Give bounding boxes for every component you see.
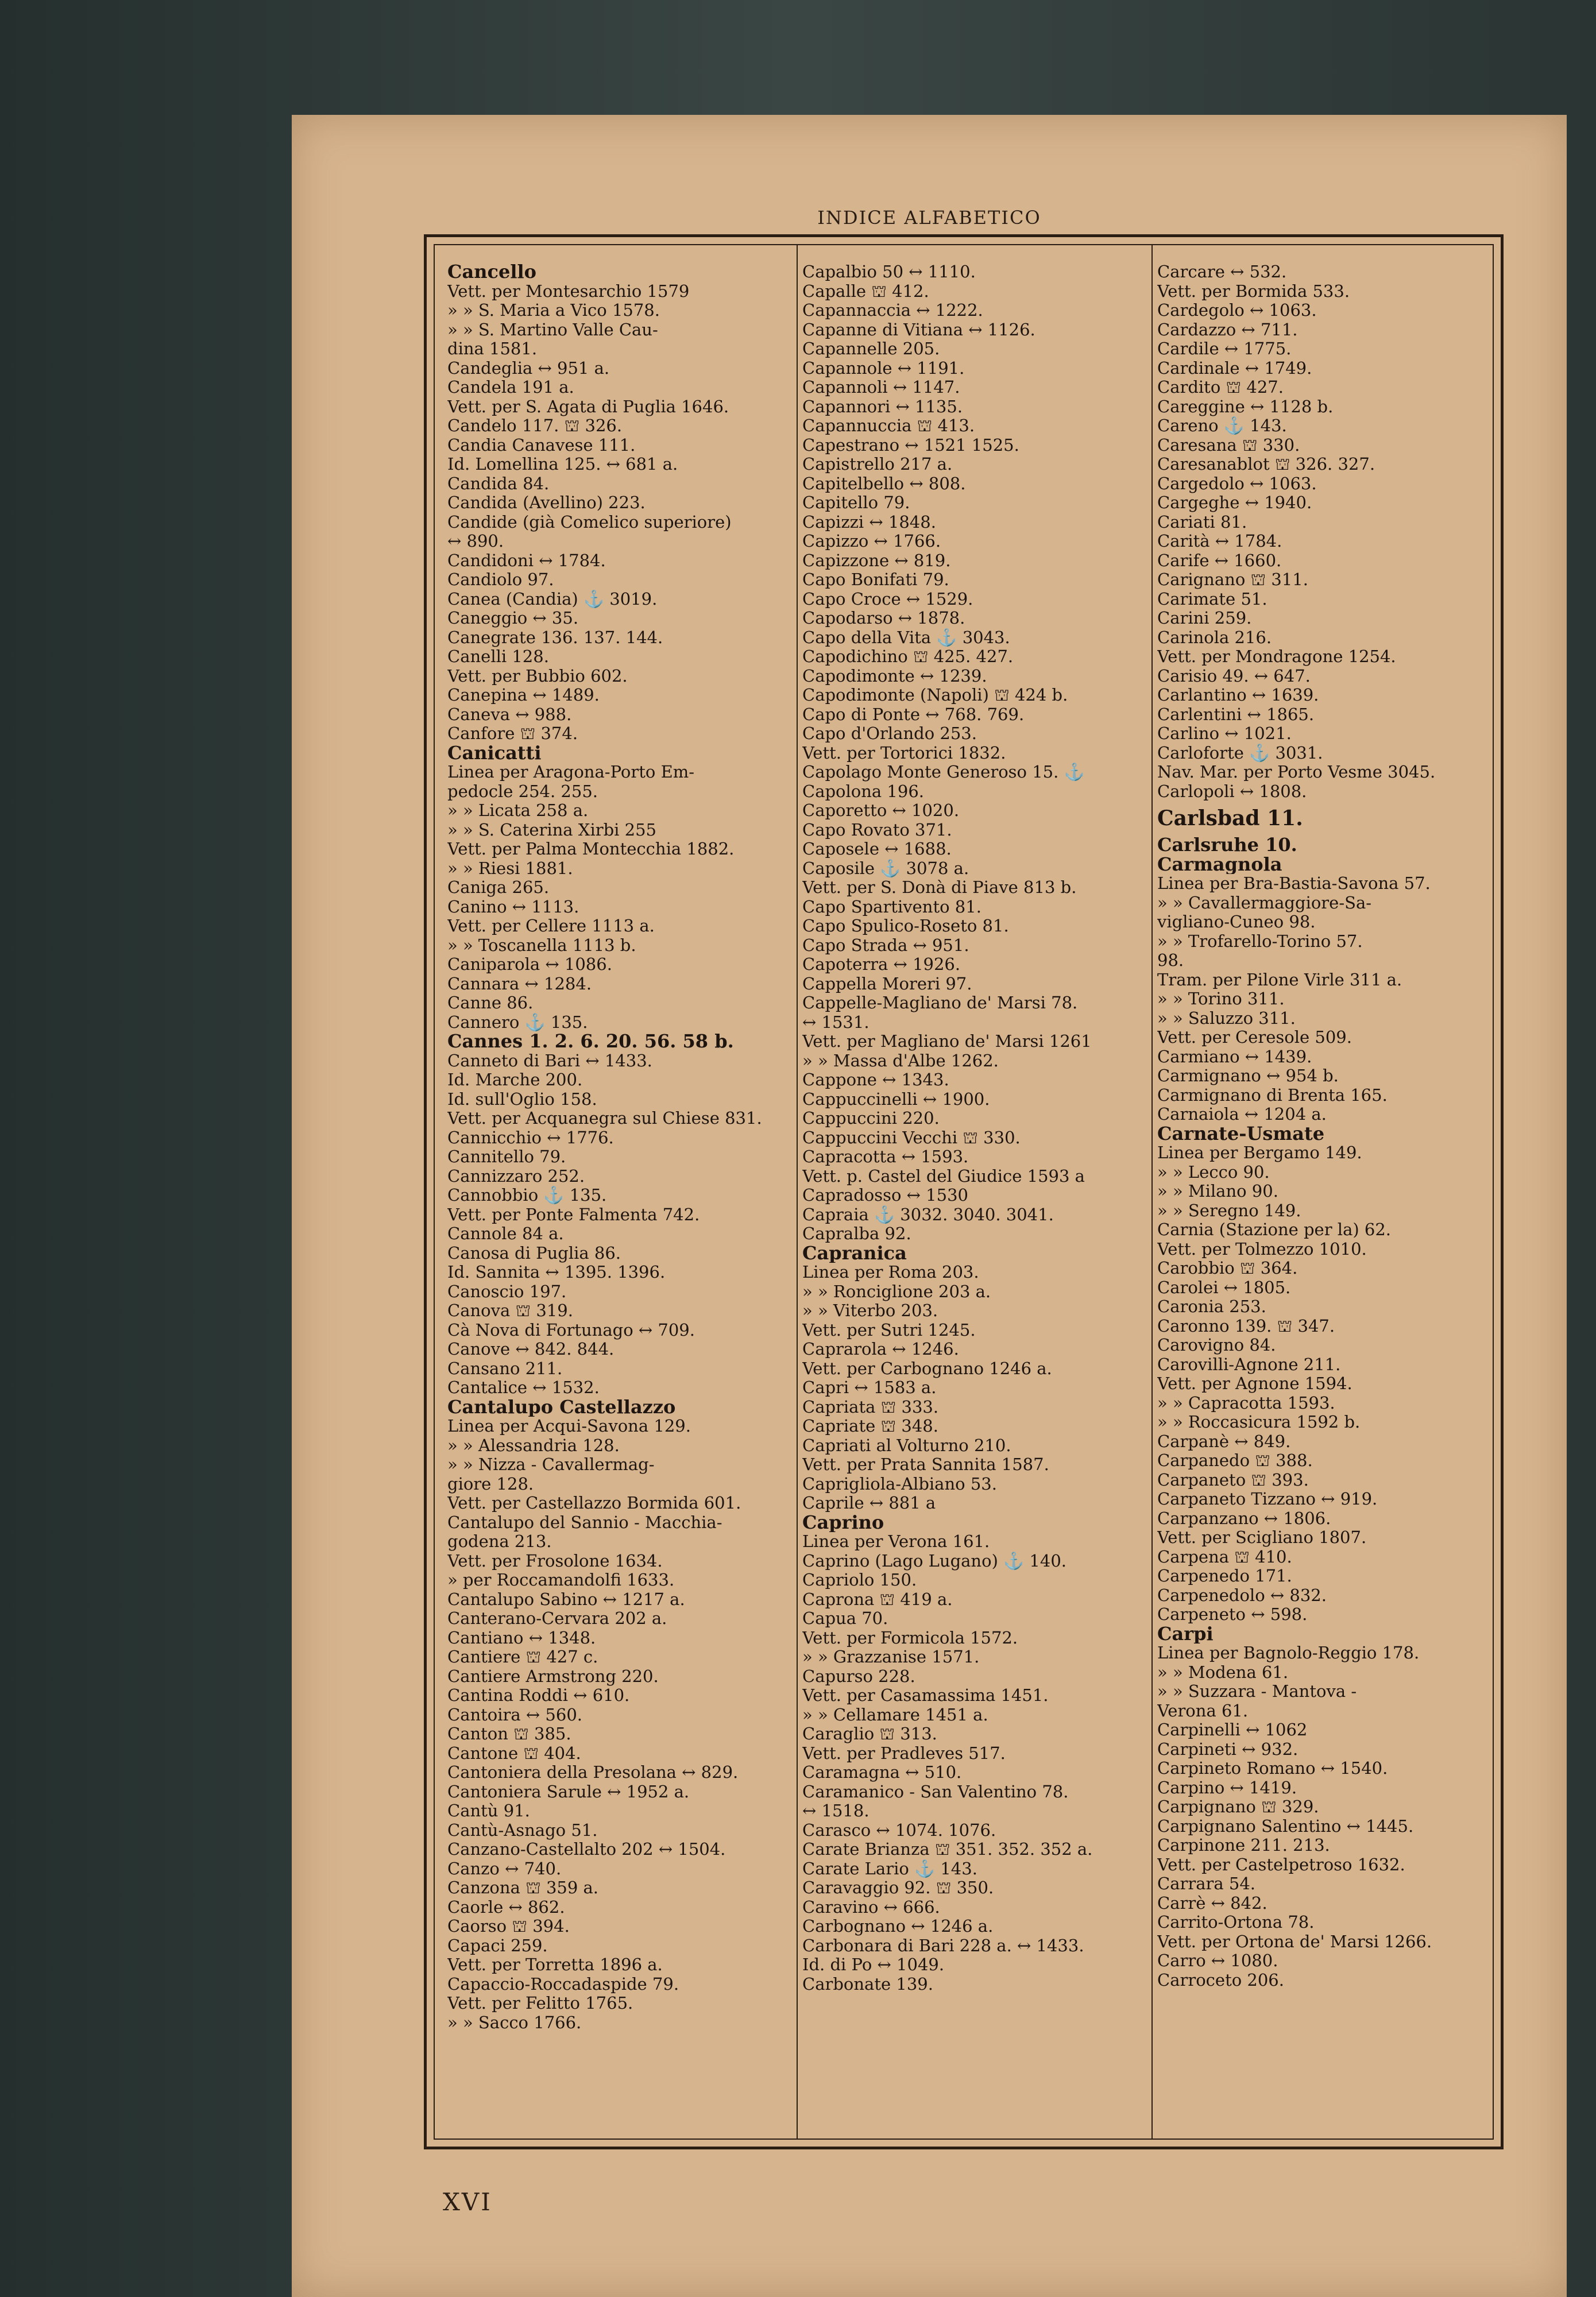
index-entry: Caniparola ↔ 1086. (447, 955, 612, 974)
index-entry: Capo di Ponte ↔ 768. 769. (802, 705, 1025, 724)
index-entry: Carpanedo ⛫ 388. (1157, 1451, 1313, 1470)
index-entry: Candida 84. (447, 474, 550, 493)
index-entry: Carlentini ↔ 1865. (1157, 705, 1315, 724)
index-entry: Capurso 228. (802, 1666, 915, 1686)
index-entry: Vett. per Pradleves 517. (802, 1743, 1006, 1763)
index-entry: Capanne di Vitiana ↔ 1126. (802, 320, 1035, 339)
index-entry: Cantiere ⛫ 427 c. (447, 1648, 598, 1666)
index-entry: Cargeghe ↔ 1940. (1157, 493, 1312, 512)
page-header: INDICE ALFABETICO (817, 207, 1041, 229)
index-entry: Cà Nova di Fortunago ↔ 709. (447, 1320, 695, 1340)
index-entry: Linea per Bagnolo-Reggio 178. (1157, 1644, 1420, 1662)
index-entry: Cappelle-Magliano de' Marsi 78. (802, 993, 1078, 1012)
index-entry: Capannaccia ↔ 1222. (802, 301, 983, 320)
index-entry: Cannara ↔ 1284. (447, 974, 592, 993)
index-entry: Caorle ↔ 862. (447, 1897, 565, 1917)
index-entry: Canea (Candia) ⚓ 3019. (447, 589, 658, 609)
index-entry: Vett. per Frosolone 1634. (447, 1551, 663, 1571)
index-entry: Vett. per Cellere 1113 a. (447, 917, 655, 935)
index-entry: Candiolo 97. (447, 570, 554, 589)
index-entry: Vett. per Tolmezzo 1010. (1157, 1239, 1367, 1259)
index-entry: Carmignano di Brenta 165. (1157, 1085, 1388, 1105)
index-heading: Cannes 1. 2. 6. 20. 56. 58 b. (447, 1032, 734, 1051)
index-entry: Caprile ↔ 881 a (802, 1494, 936, 1513)
index-entry: Carini 259. (1157, 609, 1252, 628)
index-entry: Caresana ⛫ 330. (1157, 435, 1300, 455)
index-entry: Linea per Bra-Bastia-Savona 57. (1157, 874, 1431, 893)
index-entry: » » Seregno 149. (1157, 1201, 1301, 1220)
index-entry: Cardegolo ↔ 1063. (1157, 301, 1317, 320)
index-entry: Capolago Monte Generoso 15. ⚓ (802, 763, 1085, 782)
index-entry: Id. di Po ↔ 1049. (802, 1955, 945, 1974)
index-entry: » » S. Maria a Vico 1578. (447, 301, 660, 320)
index-entry: Carate Brianza ⛫ 351. 352. 352 a. (802, 1840, 1093, 1859)
index-entry: Carpenedolo ↔ 832. (1157, 1586, 1327, 1605)
index-entry: » » Modena 61. (1157, 1662, 1289, 1682)
index-entry: Candia Canavese 111. (447, 435, 636, 455)
index-heading: Carpi (1157, 1624, 1214, 1644)
index-entry: Caneggio ↔ 35. (447, 609, 579, 628)
index-entry: giore 128. (447, 1474, 534, 1494)
index-entry: Carisio 49. ↔ 647. (1157, 666, 1311, 686)
index-entry: » » Capracotta 1593. (1157, 1393, 1335, 1413)
index-entry: Caorso ⛫ 394. (447, 1917, 570, 1936)
index-entry: Vett. per Magliano de' Marsi 1261 (802, 1032, 1092, 1051)
index-entry: Cantù 91. (447, 1801, 530, 1820)
index-entry: Carità ↔ 1784. (1157, 532, 1282, 551)
index-entry: Carpineti ↔ 932. (1157, 1739, 1299, 1759)
index-heading: Cancello (447, 262, 536, 282)
index-entry: Carpenedo 171. (1157, 1567, 1292, 1586)
index-entry: Canoscio 197. (447, 1282, 567, 1301)
index-entry: Carlantino ↔ 1639. (1157, 686, 1319, 705)
index-entry: Capo della Vita ⚓ 3043. (802, 628, 1010, 647)
index-entry: » » Suzzara - Mantova - (1157, 1682, 1357, 1701)
index-entry: Carate Lario ⚓ 143. (802, 1859, 977, 1878)
index-column-2 (802, 262, 1153, 1994)
index-entry: Candela 191 a. (447, 378, 574, 397)
index-entry: Vett. per Scigliano 1807. (1157, 1528, 1367, 1547)
index-entry: Cantiere Armstrong 220. (447, 1666, 659, 1686)
index-entry: Cannizzaro 252. (447, 1166, 585, 1186)
index-entry: Nav. Mar. per Porto Vesme 3045. (1157, 763, 1436, 782)
index-entry: Vett. per Montesarchio 1579 (447, 281, 690, 301)
index-entry: » » S. Caterina Xirbi 255 (447, 820, 657, 840)
index-entry: Vett. per Agnone 1594. (1157, 1374, 1352, 1393)
index-entry: Carrara 54. (1157, 1874, 1255, 1893)
index-entry: Vett. per Ortona de' Marsi 1266. (1157, 1932, 1432, 1951)
index-heading: Caprino (802, 1513, 884, 1532)
index-entry: » » Milano 90. (1157, 1182, 1278, 1201)
index-entry: Carpineto Romano ↔ 1540. (1157, 1759, 1388, 1778)
index-entry: Caneva ↔ 988. (447, 705, 572, 724)
index-entry: » » Torino 311. (1157, 989, 1285, 1008)
index-entry: » » Licata 258 a. (447, 801, 589, 820)
index-entry: Cardazzo ↔ 711. (1157, 320, 1298, 339)
index-entry: Carro ↔ 1080. (1157, 1951, 1278, 1970)
index-entry: ↔ 1518. (802, 1801, 870, 1820)
index-entry: Capannoli ↔ 1147. (802, 378, 960, 397)
index-entry: Cantina Roddi ↔ 610. (447, 1686, 630, 1705)
book-page (292, 115, 1567, 2297)
index-frame-inner (434, 244, 1494, 2140)
index-heading: Canicatti (447, 743, 542, 763)
index-entry: Carrito-Ortona 78. (1157, 1913, 1315, 1932)
index-entry: Canzo ↔ 740. (447, 1859, 562, 1878)
index-entry: Capitello 79. (802, 493, 910, 512)
index-entry: Capannori ↔ 1135. (802, 397, 963, 416)
index-entry: Carpaneto ⛫ 393. (1157, 1470, 1309, 1490)
index-entry: Capoterra ↔ 1926. (802, 955, 961, 974)
index-entry: Caravino ↔ 666. (802, 1897, 940, 1917)
index-column-3 (1157, 262, 1508, 1990)
index-entry: Cannole 84 a. (447, 1224, 564, 1243)
index-entry: Caresanablot ⛫ 326. 327. (1157, 455, 1375, 474)
index-entry: Capracotta ↔ 1593. (802, 1147, 969, 1166)
index-entry: Carmignano ↔ 954 b. (1157, 1066, 1339, 1085)
index-entry: Capriolo 150. (802, 1571, 917, 1590)
index-entry: » » Riesi 1881. (447, 859, 573, 878)
index-entry: Linea per Bergamo 149. (1157, 1143, 1362, 1162)
index-entry: Vett. per S. Agata di Puglia 1646. (447, 397, 729, 416)
index-entry: ↔ 1531. (802, 1012, 870, 1032)
index-entry: Capizzone ↔ 819. (802, 551, 951, 570)
index-entry: Carife ↔ 1660. (1157, 551, 1282, 570)
index-entry: Linea per Acqui-Savona 129. (447, 1417, 691, 1436)
index-entry: » » Roccasicura 1592 b. (1157, 1413, 1361, 1432)
index-entry: » » Cavallermaggiore-Sa- (1157, 893, 1372, 912)
index-entry: Carbognano ↔ 1246 a. (802, 1917, 994, 1936)
index-entry: Carlopoli ↔ 1808. (1157, 782, 1307, 801)
index-entry: Cantalupo del Sannio - Macchia- (447, 1513, 722, 1532)
index-entry: Carroceto 206. (1157, 1970, 1284, 1990)
index-entry: Capolona 196. (802, 782, 924, 801)
index-entry: Linea per Verona 161. (802, 1532, 990, 1551)
index-entry: Vett. per Casamassima 1451. (802, 1686, 1049, 1705)
index-entry: Cappuccini 220. (802, 1109, 940, 1128)
index-entry: Vett. per Mondragone 1254. (1157, 647, 1396, 666)
index-entry: Vett. per S. Donà di Piave 813 b. (802, 878, 1077, 897)
index-entry: Capalbio 50 ↔ 1110. (802, 262, 976, 281)
index-entry: Capua 70. (802, 1609, 888, 1628)
index-entry: » » Trofarello-Torino 57. (1157, 931, 1363, 951)
index-entry: Carpinelli ↔ 1062 (1157, 1720, 1308, 1739)
index-entry: » » Sacco 1766. (447, 2013, 582, 2032)
index-entry: Cantoira ↔ 560. (447, 1705, 583, 1724)
index-entry: Vett. per Torretta 1896 a. (447, 1955, 663, 1974)
index-entry: Tram. per Pilone Virle 311 a. (1157, 970, 1402, 989)
index-entry: Capitelbello ↔ 808. (802, 474, 966, 493)
index-entry: Capraia ⚓ 3032. 3040. 3041. (802, 1205, 1054, 1224)
index-entry: pedocle 254. 255. (447, 782, 598, 801)
index-entry: Capodimonte ↔ 1239. (802, 666, 987, 686)
index-entry: » » Massa d'Albe 1262. (802, 1051, 999, 1070)
index-entry: Carnaiola ↔ 1204 a. (1157, 1105, 1327, 1124)
index-entry: Caramanico - San Valentino 78. (802, 1782, 1069, 1801)
index-entry: Candeglia ↔ 951 a. (447, 358, 610, 378)
index-entry: Vett. per Tortorici 1832. (802, 743, 1006, 763)
index-entry: » » Alessandria 128. (447, 1436, 620, 1455)
index-entry: Cannobbio ⚓ 135. (447, 1186, 607, 1205)
index-entry: Id. Marche 200. (447, 1070, 583, 1089)
index-entry: Carlino ↔ 1021. (1157, 724, 1292, 743)
index-entry: Carovilli-Agnone 211. (1157, 1355, 1341, 1374)
index-entry: » » Cellamare 1451 a. (802, 1705, 988, 1724)
index-entry: Vett. per Acquanegra sul Chiese 831. (447, 1109, 762, 1128)
index-entry: Cantone ⛫ 404. (447, 1743, 581, 1763)
index-entry: Carloforte ⚓ 3031. (1157, 743, 1323, 763)
index-entry: Caposele ↔ 1688. (802, 840, 952, 859)
index-entry: Vett. per Ceresole 509. (1157, 1028, 1352, 1047)
index-entry: Carpaneto Tizzano ↔ 919. (1157, 1490, 1378, 1509)
index-entry: Canneto di Bari ↔ 1433. (447, 1051, 652, 1070)
index-entry: Canzano-Castellalto 202 ↔ 1504. (447, 1840, 726, 1859)
index-heading: Capranica (802, 1243, 907, 1263)
index-heading: Carlsbad 11. (1157, 806, 1303, 830)
index-entry: Cantiano ↔ 1348. (447, 1628, 596, 1648)
index-entry: Carbonara di Bari 228 a. ↔ 1433. (802, 1936, 1084, 1955)
index-entry: Vett. per Ponte Falmenta 742. (447, 1205, 700, 1224)
index-heading: Carnate-Usmate (1157, 1124, 1325, 1143)
index-entry: Carpignano Salentino ↔ 1445. (1157, 1816, 1414, 1836)
index-entry: Capradosso ↔ 1530 (802, 1186, 968, 1205)
index-entry: Capodarso ↔ 1878. (802, 609, 965, 628)
index-entry: Caravaggio 92. ⛫ 350. (802, 1878, 994, 1897)
index-entry: Caraglio ⛫ 313. (802, 1724, 937, 1743)
index-entry: Capannelle 205. (802, 339, 940, 358)
index-entry: Caprigliola-Albiano 53. (802, 1474, 997, 1494)
index-entry: Cardinale ↔ 1749. (1157, 358, 1312, 378)
index-entry: Carpena ⛫ 410. (1157, 1547, 1292, 1567)
index-entry: Cardito ⛫ 427. (1157, 378, 1284, 397)
index-entry: Capistrello 217 a. (802, 455, 953, 474)
index-entry: Cannitello 79. (447, 1147, 566, 1166)
index-entry: Cardile ↔ 1775. (1157, 339, 1292, 358)
index-entry: Canepina ↔ 1489. (447, 686, 600, 705)
index-entry: Vett. per Palma Montecchia 1882. (447, 840, 735, 859)
index-entry: dina 1581. (447, 339, 538, 358)
index-entry: Cappuccini Vecchi ⛫ 330. (802, 1128, 1021, 1147)
index-entry: Canove ↔ 842. 844. (447, 1340, 615, 1359)
index-entry: Linea per Aragona-Porto Em- (447, 763, 695, 782)
index-entry: » » Nizza - Cavallermag- (447, 1455, 655, 1474)
index-heading: Carmagnola (1157, 854, 1282, 874)
index-entry: Candelo 117. ⛫ 326. (447, 416, 623, 435)
index-entry: Carobbio ⛫ 364. (1157, 1259, 1298, 1278)
index-entry: Capri ↔ 1583 a. (802, 1378, 937, 1397)
index-entry: Cannero ⚓ 135. (447, 1012, 588, 1032)
index-entry: » » Viterbo 203. (802, 1301, 938, 1320)
index-frame (424, 234, 1504, 2149)
index-entry: » » Ronciglione 203 a. (802, 1282, 991, 1301)
index-entry: Caniga 265. (447, 878, 550, 897)
index-column-1 (447, 262, 798, 2032)
index-entry: Caronia 253. (1157, 1297, 1266, 1316)
index-entry: Canova ⛫ 319. (447, 1301, 573, 1320)
index-entry: Capaci 259. (447, 1936, 548, 1955)
index-entry: Capalle ⛫ 412. (802, 281, 929, 301)
index-entry: Id. Lomellina 125. ↔ 681 a. (447, 455, 678, 474)
index-entry: Careno ⚓ 143. (1157, 416, 1287, 435)
index-entry: Capaccio-Roccadaspide 79. (447, 1974, 679, 1994)
index-heading: Cantalupo Castellazzo (447, 1397, 676, 1417)
index-entry: Vett. per Prata Sannita 1587. (802, 1455, 1049, 1474)
index-entry: Carmiano ↔ 1439. (1157, 1047, 1312, 1066)
index-entry: Cansano 211. (447, 1359, 563, 1378)
index-entry: Caprino (Lago Lugano) ⚓ 140. (802, 1551, 1066, 1571)
index-entry: Caporetto ↔ 1020. (802, 801, 960, 820)
index-entry: Vett. per Felitto 1765. (447, 1994, 633, 2013)
index-entry: Carpanzano ↔ 1806. (1157, 1509, 1331, 1528)
index-entry: Capestrano ↔ 1521 1525. (802, 435, 1019, 455)
index-entry: Canton ⛫ 385. (447, 1724, 571, 1743)
index-entry: Carpinone 211. 213. (1157, 1836, 1330, 1855)
index-entry: Cantalupo Sabino ↔ 1217 a. (447, 1590, 685, 1609)
index-entry: Cargedolo ↔ 1063. (1157, 474, 1317, 493)
index-entry: Carovigno 84. (1157, 1336, 1276, 1355)
index-entry: Cappella Moreri 97. (802, 974, 972, 993)
index-entry: Linea per Roma 203. (802, 1263, 979, 1282)
index-entry: Vett. per Sutri 1245. (802, 1320, 976, 1340)
index-entry: Capo Strada ↔ 951. (802, 935, 969, 955)
index-entry: Canosa di Puglia 86. (447, 1243, 621, 1263)
index-entry: » » Toscanella 1113 b. (447, 935, 636, 955)
index-entry: Capannole ↔ 1191. (802, 358, 965, 378)
index-entry: Vett. per Castellazzo Bormida 601. (447, 1494, 741, 1513)
index-entry: Caprarola ↔ 1246. (802, 1340, 959, 1359)
index-entry: Canne 86. (447, 993, 534, 1012)
index-entry: Carignano ⛫ 311. (1157, 570, 1308, 589)
index-entry: Capriate ⛫ 348. (802, 1417, 938, 1436)
index-entry: Cariati 81. (1157, 512, 1247, 532)
index-entry: » » Saluzzo 311. (1157, 1008, 1296, 1028)
index-entry: Capo Spartivento 81. (802, 897, 981, 917)
index-entry: Cannicchio ↔ 1776. (447, 1128, 614, 1147)
index-entry: Capriati al Volturno 210. (802, 1436, 1011, 1455)
index-entry: Verona 61. (1157, 1701, 1249, 1720)
index-entry: Carimate 51. (1157, 589, 1267, 609)
index-entry: » per Roccamandolfi 1633. (447, 1571, 675, 1590)
index-entry: » » S. Martino Valle Cau- (447, 320, 658, 339)
index-entry: » » Grazzanise 1571. (802, 1648, 980, 1666)
index-entry: Candide (già Comelico superiore) (447, 512, 732, 532)
index-entry: Carrè ↔ 842. (1157, 1893, 1267, 1913)
index-entry: Capralba 92. (802, 1224, 911, 1243)
index-entry: Vett. per Bubbio 602. (447, 666, 628, 686)
index-entry: Caronno 139. ⛫ 347. (1157, 1316, 1335, 1336)
index-entry: Canelli 128. (447, 647, 549, 666)
index-entry: Cappone ↔ 1343. (802, 1070, 949, 1089)
index-entry: Vett. per Bormida 533. (1157, 281, 1350, 301)
index-entry: Capodimonte (Napoli) ⛫ 424 b. (802, 686, 1068, 705)
index-heading: Carlsruhe 10. (1157, 836, 1297, 855)
index-entry: Carasco ↔ 1074. 1076. (802, 1820, 996, 1840)
index-entry: Carolei ↔ 1805. (1157, 1278, 1291, 1297)
index-entry: Cantalice ↔ 1532. (447, 1378, 600, 1397)
index-entry: Canegrate 136. 137. 144. (447, 628, 663, 647)
index-entry: Careggine ↔ 1128 b. (1157, 397, 1334, 416)
index-entry: 98. (1157, 951, 1184, 970)
index-entry: Caramagna ↔ 510. (802, 1763, 962, 1782)
page-number: XVI (443, 2188, 492, 2216)
index-entry: Canzona ⛫ 359 a. (447, 1878, 599, 1897)
index-entry: vigliano-Cuneo 98. (1157, 912, 1316, 931)
index-entry: godena 213. (447, 1532, 552, 1551)
index-entry: Capriata ⛫ 333. (802, 1397, 939, 1417)
index-entry: Carpignano ⛫ 329. (1157, 1797, 1319, 1816)
index-entry: Cantù-Asnago 51. (447, 1820, 598, 1840)
index-entry: Candidoni ↔ 1784. (447, 551, 606, 570)
index-entry: Capizzo ↔ 1766. (802, 532, 941, 551)
index-entry: Vett. p. Castel del Giudice 1593 a (802, 1166, 1085, 1186)
index-entry: Cantoniera della Presolana ↔ 829. (447, 1763, 739, 1782)
index-entry: Carpanè ↔ 849. (1157, 1432, 1291, 1451)
index-entry: Capo d'Orlando 253. (802, 724, 977, 743)
index-entry: Cappuccinelli ↔ 1900. (802, 1089, 990, 1109)
index-entry: Carnia (Stazione per la) 62. (1157, 1220, 1392, 1239)
index-entry: Carpino ↔ 1419. (1157, 1778, 1297, 1797)
index-entry: Capannuccia ⛫ 413. (802, 416, 975, 435)
index-entry: Caprona ⛫ 419 a. (802, 1590, 953, 1609)
index-entry: Id. sull'Oglio 158. (447, 1089, 597, 1109)
index-entry: Caposile ⚓ 3078 a. (802, 859, 969, 878)
index-entry: Carinola 216. (1157, 628, 1272, 647)
index-entry: Capo Bonifati 79. (802, 570, 949, 589)
index-entry: Canino ↔ 1113. (447, 897, 579, 917)
index-entry: Cantoniera Sarule ↔ 1952 a. (447, 1782, 690, 1801)
index-entry: Vett. per Castelpetroso 1632. (1157, 1855, 1405, 1874)
index-entry: Canterano-Cervara 202 a. (447, 1609, 667, 1628)
index-entry: Capo Rovato 371. (802, 820, 952, 840)
index-entry: Capo Spulico-Roseto 81. (802, 917, 1009, 935)
index-entry: Carcare ↔ 532. (1157, 262, 1287, 281)
index-entry: Candida (Avellino) 223. (447, 493, 646, 512)
index-entry: Canfore ⛫ 374. (447, 724, 578, 743)
index-entry: Id. Sannita ↔ 1395. 1396. (447, 1263, 666, 1282)
index-entry: Vett. per Formicola 1572. (802, 1628, 1018, 1648)
index-entry: Vett. per Carbognano 1246 a. (802, 1359, 1052, 1378)
index-entry: Carpeneto ↔ 598. (1157, 1605, 1308, 1624)
index-entry: Carbonate 139. (802, 1974, 933, 1994)
index-entry: Capodichino ⛫ 425. 427. (802, 647, 1014, 666)
index-entry: ↔ 890. (447, 532, 504, 551)
index-entry: Capo Croce ↔ 1529. (802, 589, 973, 609)
index-entry: » » Lecco 90. (1157, 1162, 1270, 1182)
index-entry: Capizzi ↔ 1848. (802, 512, 936, 532)
